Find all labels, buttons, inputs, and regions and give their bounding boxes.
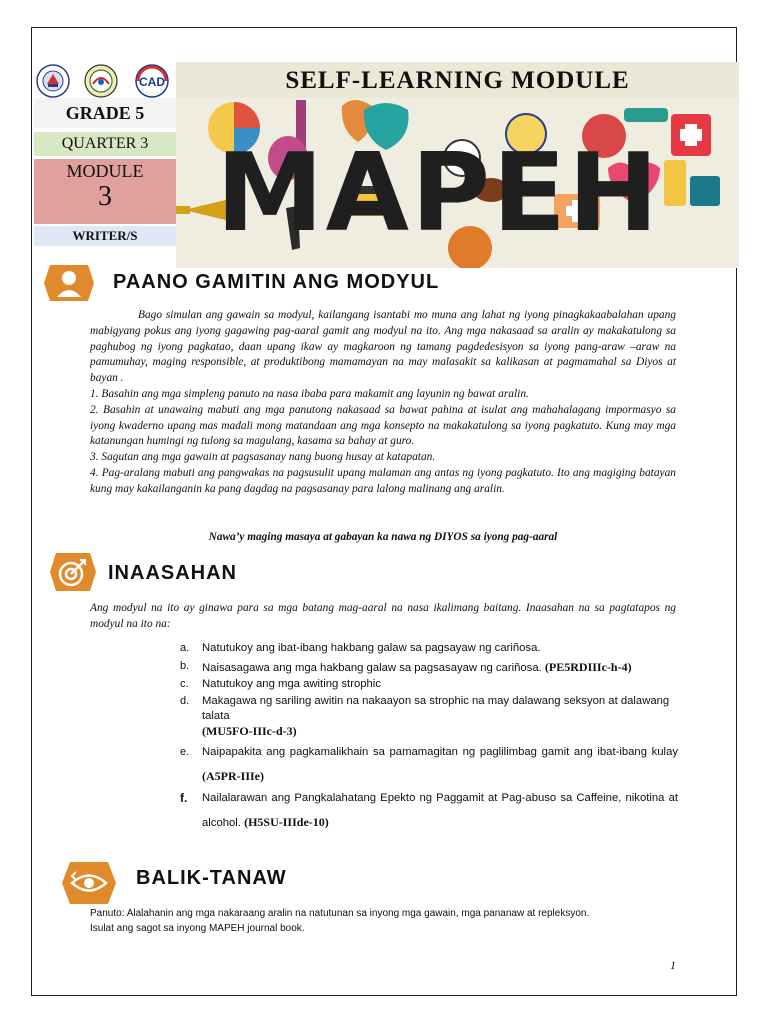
balik-tanaw-instruction [90, 906, 690, 936]
section-title-balik-tanaw: BALIK-TANAW [136, 867, 287, 889]
banner-title: SELF-LEARNING MODULE [176, 62, 739, 98]
logos [36, 64, 176, 98]
svg-text:CAD: CAD [139, 75, 165, 89]
section-title-paano: PAANO GAMITIN ANG MODYUL [113, 271, 440, 293]
instruction-line-1: Panuto: Alalahanin ang mga nakaraang aralin na natutunan sa inyong mga gawain, mga pananaw at repleksyon. [90, 908, 590, 919]
module-number: 3 [98, 181, 112, 212]
section1-intro: Bago simulan ang gawain sa modyul, kailangang isantabi mo muna ang lahat ng iyong pinagkakaabalahan upang mabigyang pokus ang iyong gagawing pag-aaral gamit ang modyul na ito. Ang mga nakasaad sa aralin ay makakatulong sa paghubog ng iyong pagkatao, daan upang ikaw ay magkaroon ng tamang pagdedesisyon sa iyong pang-araw –araw na pamumuhay, maging responsible, at produktibong mamamayan na may malasakit sa kalikasan at pagmamahal sa Diyos at bayan . [90, 309, 676, 385]
page-number: 1 [670, 958, 676, 972]
objective-text: Makagawa ng sariling awitin na nakaayon sa strophic na may dalawang seksyon at dalawang talata [202, 695, 670, 722]
step-4: 4. Pag-aralang mabuti ang pangwakas na pagsusulit upang malaman ang antas ng iyong pagkatuto. Ito ang magiging batayan kung may kakailanganin ka pang dagdag na pagsasanay para lalong malinang ang aralin. [90, 466, 676, 495]
step-2: 2. Basahin at unawaing mabuti ang mga panutong nakasaad sa bawat pahina at isulat ang mahahalagang impormasyo sa iyong kwaderno upang mas madali mong matandaan ang mga konsepto na makakatulong sa iyong pagkatuto. Kung may mga katanungan humingi ng tulong sa magulang, kasama sa bahay at guro. [90, 403, 676, 448]
step-1: 1. Basahin ang mga simpleng panuto na nasa ibaba para makamit ang layunin ng bawat aralin. [90, 387, 529, 400]
module-box [34, 159, 176, 224]
division-seal-logo [135, 64, 169, 98]
step-3: 3. Sagutan ang mga gawain at pagsasanay nang buong husay at katapatan. [90, 451, 436, 464]
mapeh-illustration [176, 98, 739, 268]
motto: Nawa’y maging masaya at gabayan ka nawa ng DIYOS sa iyong pag-aaral [208, 531, 558, 543]
quarter-label: QUARTER 3 [34, 132, 176, 156]
competency-code: (H5SU-IIIde-10) [244, 815, 329, 829]
grade-label: GRADE 5 [34, 98, 176, 128]
objective-text: Natutukoy ang ibat-ibang hakbang galaw sa pagsayaw ng cariñosa. [202, 642, 541, 654]
objective-text: Nailalarawan ang Pangkalahatang Epekto ng Paggamit at Pag-abuso sa Caffeine, nikotina at alcohol. [202, 792, 678, 829]
region-seal-logo [84, 64, 118, 98]
mapeh-wordmark: MAPEH [216, 131, 661, 256]
writers-label: WRITER/S [34, 226, 176, 246]
mapeh-banner-art [176, 98, 739, 268]
objective-text: Natutukoy ang mga awiting strophic [202, 678, 381, 690]
objective-letter: b. [180, 660, 190, 672]
objective-text: Naipapakita ang pagkamalikhain sa pamamagitan ng paglilimbag gamit ang ibat-ibang kulay [202, 746, 678, 758]
target-icon [50, 553, 96, 591]
objective-letter: d. [180, 695, 190, 707]
deped-seal-logo [36, 64, 70, 98]
section-title-inaasahan: INAASAHAN [108, 562, 237, 584]
module-label: MODULE [66, 161, 144, 181]
reader-person-icon [44, 265, 94, 301]
objective-text: Naisasagawa ang mga hakbang galaw sa pagsasayaw ng cariñosa. [202, 662, 542, 674]
competency-code: (PE5RDIIIc-h-4) [544, 660, 632, 674]
objective-letter: c. [180, 678, 189, 690]
competency-code: (MU5FO-IIIc-d-3) [202, 724, 297, 738]
look-back-icon [62, 862, 116, 904]
objective-letter: e. [180, 746, 190, 758]
competency-code: (A5PR-IIIe) [202, 769, 264, 783]
section1-body [90, 308, 676, 498]
objective-letter: f. [180, 791, 188, 805]
section2-intro: Ang modyul na ito ay ginawa para sa mga batang mag-aaral na nasa ikalimang baitang. Inaasahan na sa pagtatapos ng modyul na ito na: [90, 602, 676, 630]
instruction-line-2: Isulat ang sagot sa inyong MAPEH journal book. [90, 923, 305, 934]
objective-letter: a. [180, 642, 190, 654]
